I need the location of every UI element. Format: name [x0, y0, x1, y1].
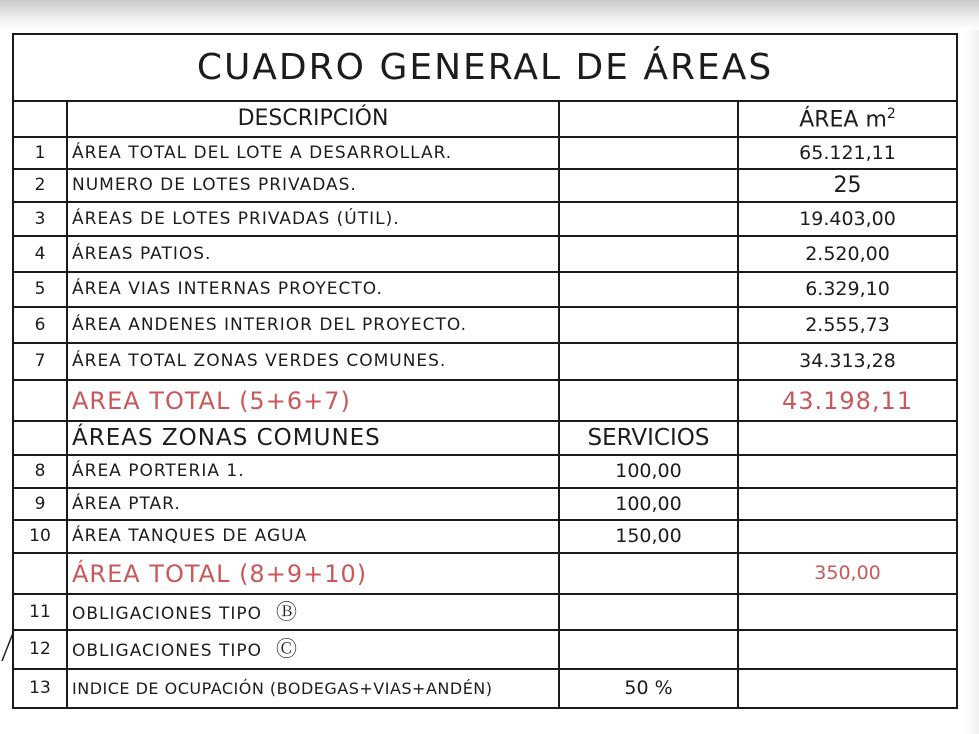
row-services: 100,00	[559, 488, 738, 520]
row-description: ÁREA ANDENES INTERIOR DEL PROYECTO.	[67, 307, 559, 343]
header-description: DESCRIPCIÓN	[67, 101, 559, 137]
row-services-cell	[559, 307, 738, 343]
table-row	[13, 169, 957, 202]
row-services-cell	[559, 343, 738, 380]
row-number: 1	[13, 137, 67, 169]
table-row	[13, 343, 957, 380]
table-row	[13, 594, 957, 630]
row-description	[67, 630, 559, 669]
circled-c-icon: Ⓒ	[275, 637, 298, 661]
row-area: 2.520,00	[738, 236, 957, 272]
total-label: AREA TOTAL (5+6+7)	[67, 380, 559, 421]
total-value: 350,00	[738, 553, 957, 594]
section-num-cell	[13, 421, 67, 455]
row-services-cell	[559, 236, 738, 272]
header-area-label: ÁREA m	[799, 107, 887, 133]
row-description: INDICE DE OCUPACIÓN (BODEGAS+VIAS+ANDÉN)	[67, 669, 559, 708]
row-description: ÁREAS DE LOTES PRIVADAS (ÚTIL).	[67, 202, 559, 236]
row-services: 150,00	[559, 520, 738, 553]
total-value: 43.198,11	[738, 380, 957, 421]
row-area-cell	[738, 594, 957, 630]
header-area-superscript: 2	[886, 105, 896, 122]
total-num-cell	[13, 380, 67, 421]
table-row	[13, 272, 957, 307]
row-area-cell	[738, 455, 957, 488]
row-area: 6.329,10	[738, 272, 957, 307]
table-row	[13, 307, 957, 343]
services-header: SERVICIOS	[559, 421, 738, 455]
row-services-cell	[559, 169, 738, 202]
header-row	[13, 101, 957, 137]
row-number: 11	[13, 594, 67, 630]
total-row	[13, 380, 957, 421]
row-description: NUMERO DE LOTES PRIVADAS.	[67, 169, 559, 202]
row-area: 2.555,73	[738, 307, 957, 343]
row-area: 19.403,00	[738, 202, 957, 236]
header-area	[738, 101, 957, 137]
row-area: 65.121,11	[738, 137, 957, 169]
row-description: ÁREA TOTAL DEL LOTE A DESARROLLAR.	[67, 137, 559, 169]
row-description: ÁREA VIAS INTERNAS PROYECTO.	[67, 272, 559, 307]
row-services: 100,00	[559, 455, 738, 488]
circled-b-icon: Ⓑ	[275, 599, 298, 624]
row-services-cell	[559, 630, 738, 669]
row-number: 12	[13, 630, 67, 669]
row-services-cell	[559, 272, 738, 307]
row-number: 2	[13, 169, 67, 202]
table-title: CUADRO GENERAL DE ÁREAS	[13, 34, 957, 101]
row-description: ÁREA TANQUES DE AGUA	[67, 520, 559, 553]
table-row	[13, 630, 957, 669]
title-row	[13, 34, 957, 101]
photo-top-shadow	[0, 0, 979, 30]
total-row	[13, 553, 957, 594]
row-area: 25	[738, 169, 957, 202]
row-description: ÁREAS PATIOS.	[67, 236, 559, 272]
photo-right-shadow	[964, 30, 979, 734]
row-services-cell	[559, 137, 738, 169]
obligation-label: OBLIGACIONES TIPO	[72, 603, 262, 624]
obligation-label: OBLIGACIONES TIPO	[72, 641, 262, 661]
table-row	[13, 202, 957, 236]
row-number: 7	[13, 343, 67, 380]
row-area-cell	[738, 488, 957, 520]
row-description: ÁREA PTAR.	[67, 488, 559, 520]
total-label: ÁREA TOTAL (8+9+10)	[67, 553, 559, 594]
table-row	[13, 669, 957, 708]
table-row	[13, 236, 957, 272]
total-num-cell	[13, 553, 67, 594]
row-services-cell	[559, 202, 738, 236]
areas-table	[12, 33, 958, 709]
table-row	[13, 488, 957, 520]
row-description: ÁREA PORTERIA 1.	[67, 455, 559, 488]
row-number: 4	[13, 236, 67, 272]
row-number: 6	[13, 307, 67, 343]
section-header-row	[13, 421, 957, 455]
row-area: 34.313,28	[738, 343, 957, 380]
table-row	[13, 520, 957, 553]
row-description	[67, 594, 559, 630]
row-area-cell	[738, 520, 957, 553]
row-area-cell	[738, 669, 957, 708]
header-num-cell	[13, 101, 67, 137]
common-areas-label: ÁREAS ZONAS COMUNES	[67, 421, 559, 455]
total-services-cell	[559, 553, 738, 594]
row-services-cell	[559, 594, 738, 630]
row-number: 10	[13, 520, 67, 553]
row-number: 9	[13, 488, 67, 520]
row-number: 8	[13, 455, 67, 488]
row-area-cell	[738, 630, 957, 669]
row-services: 50 %	[559, 669, 738, 708]
table-row	[13, 455, 957, 488]
row-number: 13	[13, 669, 67, 708]
table-row	[13, 137, 957, 169]
row-number: 5	[13, 272, 67, 307]
header-services-cell	[559, 101, 738, 137]
total-services-cell	[559, 380, 738, 421]
row-description: ÁREA TOTAL ZONAS VERDES COMUNES.	[67, 343, 559, 380]
row-number: 3	[13, 202, 67, 236]
section-area-cell	[738, 421, 957, 455]
